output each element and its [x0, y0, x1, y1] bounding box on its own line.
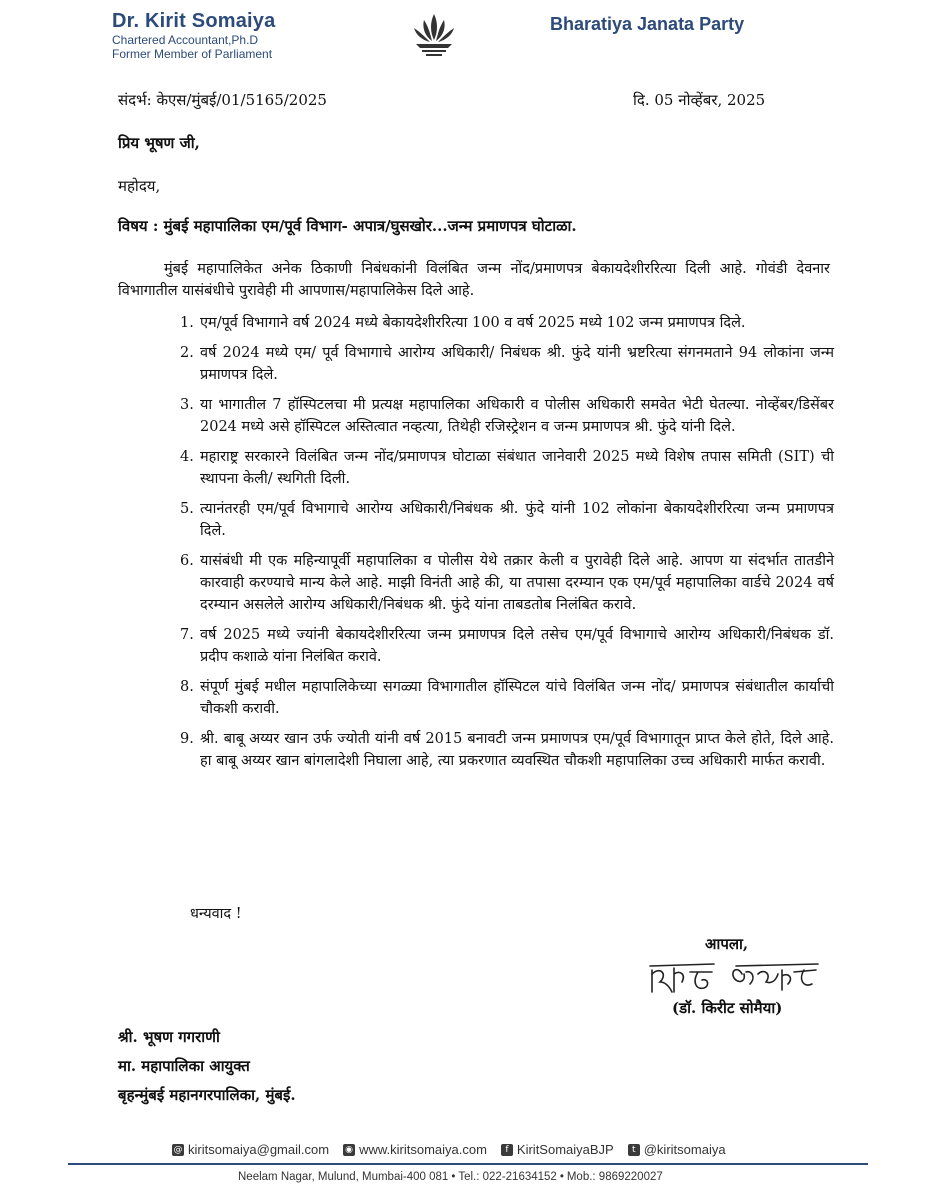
address-text: Neelam Nagar, Mulund, Mumbai-400 081: [238, 1171, 449, 1183]
footer-contacts: [172, 1142, 726, 1157]
handwritten-signature: [646, 952, 824, 998]
letter-date: दि. 05 नोव्हेंबर, 2025: [633, 91, 766, 109]
author-position: Former Member of Parliament: [112, 47, 273, 61]
recipient-name: श्री. भूषण गगराणी: [118, 1028, 220, 1046]
list-item: [174, 676, 834, 720]
party-name: Bharatiya Janata Party: [550, 14, 745, 34]
email-icon: @: [173, 1144, 183, 1155]
sign-off: आपला,: [705, 935, 749, 953]
list-item: [174, 342, 834, 386]
item-text: वर्ष 2024 मध्ये एम/ पूर्व विभागाचे आरोग्य अधिकारी/ निबंधक श्री. फुंदे यांनी भ्रष्टरित्या संगनमताने 94 लोकांना जन्म प्रमाणपत्र दिले.: [200, 345, 834, 383]
item-text: वर्ष 2025 मध्ये ज्यांनी बेकायदेशीररित्या जन्म प्रमाणपत्र दिले तसेच एम/पूर्व विभागाचे आरोग्य अधिकारी/निबंधक डॉ. प्रदीप कशाळे यांना निलंबित करावे.: [200, 627, 834, 665]
greeting: महोदय,: [118, 177, 161, 195]
intro-paragraph: मुंबई महापालिकेत अनेक ठिकाणी निबंधकांनी विलंबित जन्म नोंद/प्रमाणपत्र बेकायदेशीररित्या दिली आहे. गोवंडी देवनार विभागातील यासंबंधीचे पुरावेही मी आपणास/महापालिकेस दिले आहे.: [118, 261, 830, 299]
item-number: 6.: [180, 553, 194, 569]
item-text: श्री. बाबू अय्यर खान उर्फ ज्योती यांनी वर्ष 2015 बनावटी जन्म प्रमाणपत्र एम/पूर्व विभागातून प्राप्त केले होते, दिले आहे. हा बाबू अय्यर खान बांगलादेशी निघाला आहे, त्या प्रकरणात व्यवस्थित चौकशी महापालिका उच्च अधिकारी मार्फत करावी.: [200, 731, 834, 769]
item-number: 5.: [180, 501, 194, 517]
item-number: 2.: [180, 345, 194, 361]
lotus-icon: [408, 8, 460, 58]
footer-address: [238, 1171, 663, 1183]
footer-facebook[interactable]: f KiritSomaiyaBJP: [501, 1142, 614, 1157]
separator: •: [559, 1171, 564, 1183]
item-text: यासंबंधी मी एक महिन्यापूर्वी महापालिका व पोलीस येथे तक्रार केली व पुरावेही दिले आहे. आपण या संदर्भात तातडीने कारवाही करण्याचे मान्य केले आहे. माझी विनंती आहे की, या तपासा दरम्यान एक एम/पूर्व महापालिका वार्डचे 2024 वर्ष दरम्यान असलेले आरोग्य अधिकारी/निबंधक श्री. फुंदे यांना ताबडतोब निलंबित करावे.: [200, 553, 834, 613]
salutation: प्रिय भूषण जी,: [118, 134, 200, 152]
footer-twitter[interactable]: t @kiritsomaiya: [628, 1142, 726, 1157]
points-list: [174, 312, 834, 780]
item-number: 1.: [180, 315, 194, 331]
recipient-organization: बृहन्मुंबई महानगरपालिका, मुंबई.: [118, 1086, 296, 1104]
list-item: [174, 312, 834, 334]
signer-name: (डॉ. किरीट सोमैया): [672, 999, 783, 1017]
item-text: एम/पूर्व विभागाने वर्ष 2024 मध्ये बेकायदेशीररित्या 100 व वर्ष 2025 मध्ये 102 जन्म प्रमाणपत्र दिले.: [200, 315, 746, 331]
recipient-block: [118, 1023, 296, 1110]
reference-number: संदर्भ: केएस/मुंबई/01/5165/2025: [118, 91, 327, 109]
item-text: त्यानंतरही एम/पूर्व विभागाचे आरोग्य अधिकारी/निबंधक श्री. फुंदे यांनी 102 लोकांना बेकायदेशीररित्या जन्म प्रमाणपत्र दिले.: [200, 501, 834, 539]
letterhead-left: [112, 10, 275, 61]
mobile-text: Mob.: 9869220027: [566, 1171, 663, 1183]
item-text: या भागातील 7 हॉस्पिटलचा मी प्रत्यक्ष महापालिका अधिकारी व पोलीस अधिकारी समवेत भेटी घेतल्या. नोव्हेंबर/डिसेंबर 2024 मध्ये असे हॉस्पिटल अस्तित्वात नव्हत्या, तिथेही रजिस्ट्रेशन व जन्म प्रमाणपत्र श्री. फुंदे यांनी दिले.: [200, 397, 834, 435]
recipient-designation: मा. महापालिका आयुक्त: [118, 1057, 250, 1075]
list-item: [174, 394, 834, 438]
closing-thanks: धन्यवाद !: [190, 906, 242, 922]
separator: •: [451, 1171, 456, 1183]
footer-divider: [68, 1163, 868, 1165]
author-name: Dr. Kirit Somaiya: [112, 10, 276, 32]
list-item: [174, 498, 834, 542]
author-qualification: Chartered Accountant,Ph.D: [112, 33, 259, 47]
item-number: 7.: [180, 627, 194, 643]
list-item: [174, 624, 834, 668]
twitter-icon: t: [628, 1144, 640, 1156]
footer-website[interactable]: ◉ www.kiritsomaiya.com: [343, 1142, 487, 1157]
item-number: 9.: [180, 731, 194, 747]
item-text: महाराष्ट्र सरकारने विलंबित जन्म नोंद/प्रमाणपत्र घोटाळा संबंधात जानेवारी 2025 मध्ये विशेष तपास समिती (SIT) ची स्थापना केली/ स्थगिती दिली.: [200, 449, 834, 487]
list-item: [174, 446, 834, 490]
item-number: 8.: [180, 679, 194, 695]
globe-icon: ◉: [343, 1144, 355, 1156]
footer-email[interactable]: @ kiritsomaiya@gmail.com: [173, 1142, 330, 1157]
item-number: 4.: [180, 449, 194, 465]
facebook-icon: f: [501, 1144, 513, 1156]
item-text: संपूर्ण मुंबई मधील महापालिकेच्या सगळ्या विभागातील हॉस्पिटल यांचे विलंबित जन्म नोंद/ प्रमाणपत्र संबंधातील कार्याची चौकशी करावी.: [200, 679, 834, 717]
list-item: [174, 550, 834, 616]
subject-line: विषय : मुंबई महापालिका एम/पूर्व विभाग- अपात्र/घुसखोर...जन्म प्रमाणपत्र घोटाळा.: [118, 217, 577, 235]
telephone-text: Tel.: 022-21634152: [458, 1171, 557, 1183]
list-item: [174, 728, 834, 772]
item-number: 3.: [180, 397, 194, 413]
